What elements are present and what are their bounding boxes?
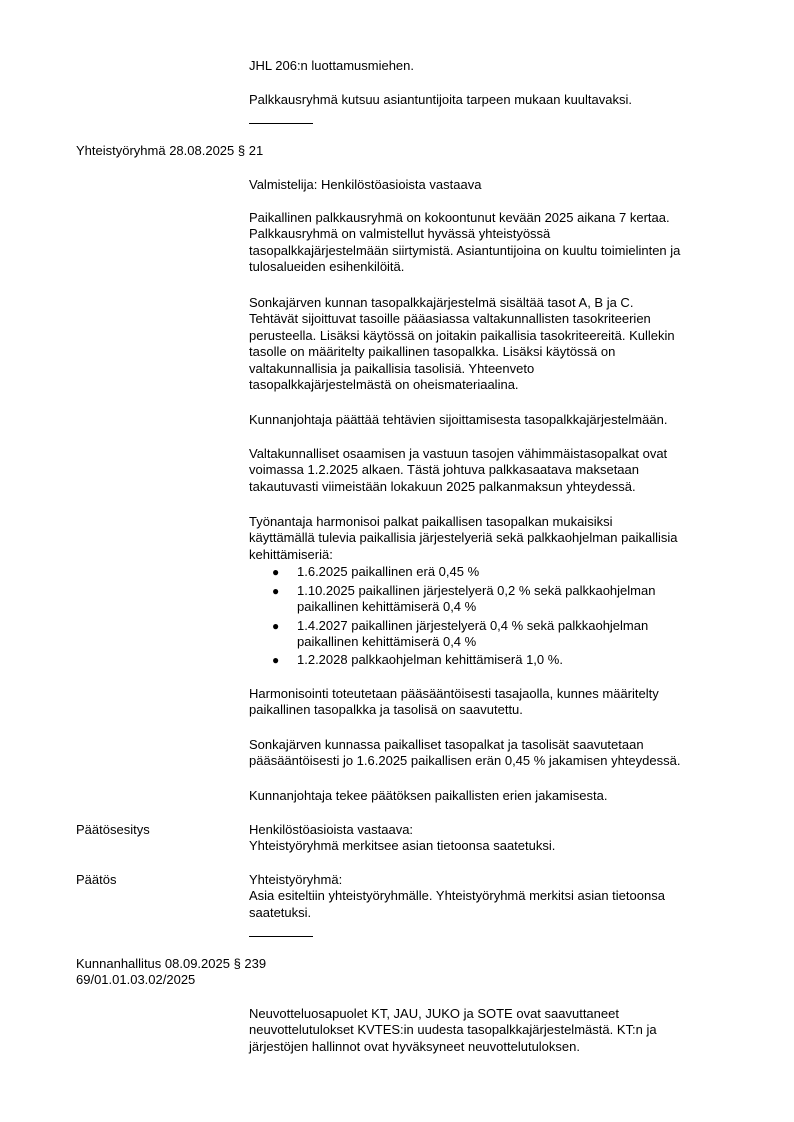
text-line: Yhteistyöryhmä merkitsee asian tietoonsa saatetuksi. [249,838,556,854]
text-line: käyttämällä tulevia paikallisia järjestelyeriä sekä palkkaohjelman paikallisia [249,530,678,546]
valmistelija-line [249,177,749,193]
bullet-icon: ● [272,584,280,598]
text-line: voimassa 1.2.2025 alkaen. Tästä johtuva palkkasaatava maksetaan [249,462,639,478]
diaarinumero: 69/01.01.03.02/2025 [76,972,196,988]
section-header-kunnanhallitus [76,956,266,989]
text-line: Palkkausryhmä kutsuu asiantuntijoita tarpeen mukaan kuultavaksi. [249,92,632,107]
text-line: Valmistelija: Henkilöstöasioista vastaava [249,177,482,192]
text-line: Sonkajärven kunnan tasopalkkajärjestelmä sisältää tasot A, B ja C. [249,295,634,310]
text-line: kehittämiseriä: [249,546,333,562]
text-line: neuvottelutulokset KVTES:in uudesta tasopalkkajärjestelmästä. KT:n ja [249,1022,657,1038]
text-line: Palkkausryhmä on valmistellut hyvässä yhteistyössä [249,226,551,242]
text-line: Asia esiteltiin yhteistyöryhmälle. Yhteistyöryhmä merkitsi asian tietoonsa [249,888,665,904]
section-divider [249,936,313,937]
text-line: takautuvasti viimeistään lokakuun 2025 palkanmaksun yhteydessä. [249,478,636,494]
paragraph-tasajako [249,686,749,719]
text-line: 1.2.2028 palkkaohjelman kehittämiserä 1,0 %. [297,652,563,667]
text-line: paikallinen kehittämiserä 0,4 % [297,634,477,650]
text-line: tasopalkkajärjestelmään siirtymistä. Asiantuntijoina on kuultu toimielinten ja [249,242,681,258]
text-line: 1.4.2027 paikallinen järjestelyerä 0,4 % sekä palkkaohjelman [297,618,649,633]
paragraph-tasopalkkajarjestelma [249,295,749,393]
text-line: Valtakunnalliset osaamisen ja vastuun tasojen vähimmäistasopalkat ovat [249,446,668,461]
text-line: paikallinen kehittämiserä 0,4 % [297,599,477,615]
paragraph-palkkausryhma [249,210,749,276]
text-line: paikallinen tasopalkka ja tasolisä on saavutettu. [249,702,523,718]
paragraph-luottamusmies [249,58,749,74]
paragraph-erien-jakaminen [249,788,749,804]
paragraph-vahimmaistasopalkat [249,446,749,495]
text-line: Kunnanjohtaja päättää tehtävien sijoittamisesta tasopalkkajärjestelmään. [249,412,668,427]
text-line: Harmonisointi toteutetaan pääsääntöisesti tasajaolla, kunnes määritelty [249,686,659,701]
section-divider [249,123,313,124]
text-line: Yhteistyöryhmä: [249,872,343,887]
paragraph-saavutetaan [249,737,749,770]
text-line: pääsääntöisesti jo 1.6.2025 paikallisen erän 0,45 % jakamisen yhteydessä. [249,753,681,769]
paragraph-kunnanjohtaja-sijoittaminen [249,412,749,428]
bullet-icon: ● [272,565,280,579]
text-line: Tehtävät sijoittuvat tasoille pääasiassa valtakunnallisten tasokriteerien [249,311,651,327]
bullet-icon: ● [272,653,280,667]
paatosesitys-text [249,822,749,855]
paragraph-asiantuntijat [249,92,749,108]
text-line: Kunnanhallitus 08.09.2025 § 239 [76,956,267,971]
section-header-yhteistyoryhma: Yhteistyöryhmä 28.08.2025 § 21 [76,143,264,158]
text-line: valtakunnallisia ja paikallisia tasolisiä. Yhteenveto [249,360,535,376]
paatos-label: Päätös [76,872,117,887]
text-line: saatetuksi. [249,904,312,920]
paatos-text [249,872,749,921]
paragraph-neuvottelutulokset [249,1006,749,1055]
text-line: Paikallinen palkkausryhmä on kokoontunut kevään 2025 aikana 7 kertaa. [249,210,670,225]
text-line: 1.6.2025 paikallinen erä 0,45 % [297,564,480,579]
text-line: tasopalkkajärjestelmästä on oheismateriaalina. [249,377,519,393]
text-line: tasolle on määritelty paikallinen tasopalkka. Lisäksi käytössä on [249,344,616,360]
bullet-icon: ● [272,619,280,633]
text-line: JHL 206:n luottamusmiehen. [249,58,415,73]
text-line: Henkilöstöasioista vastaava: [249,822,414,837]
text-line: järjestöjen hallinnot ovat hyväksyneet neuvottelutuloksen. [249,1038,580,1054]
text-line: Neuvotteluosapuolet KT, JAU, JUKO ja SOTE ovat saavuttaneet [249,1006,619,1021]
text-line: Sonkajärven kunnassa paikalliset tasopalkat ja tasolisät saavutetaan [249,737,644,752]
text-line: perusteella. Lisäksi käytössä on joitakin paikallisia tasokriteereitä. Kullekin [249,327,675,343]
paatosesitys-label: Päätösesitys [76,822,150,837]
text-line: tulosalueiden esihenkilöitä. [249,259,405,275]
text-line: 1.10.2025 paikallinen järjestelyerä 0,2 % sekä palkkaohjelman [297,583,656,598]
text-line: Työnantaja harmonisoi palkat paikallisen tasopalkan mukaisiksi [249,514,613,529]
paragraph-harmonisointi-intro [249,514,749,563]
text-line: Kunnanjohtaja tekee päätöksen paikallisten erien jakamisesta. [249,788,608,803]
